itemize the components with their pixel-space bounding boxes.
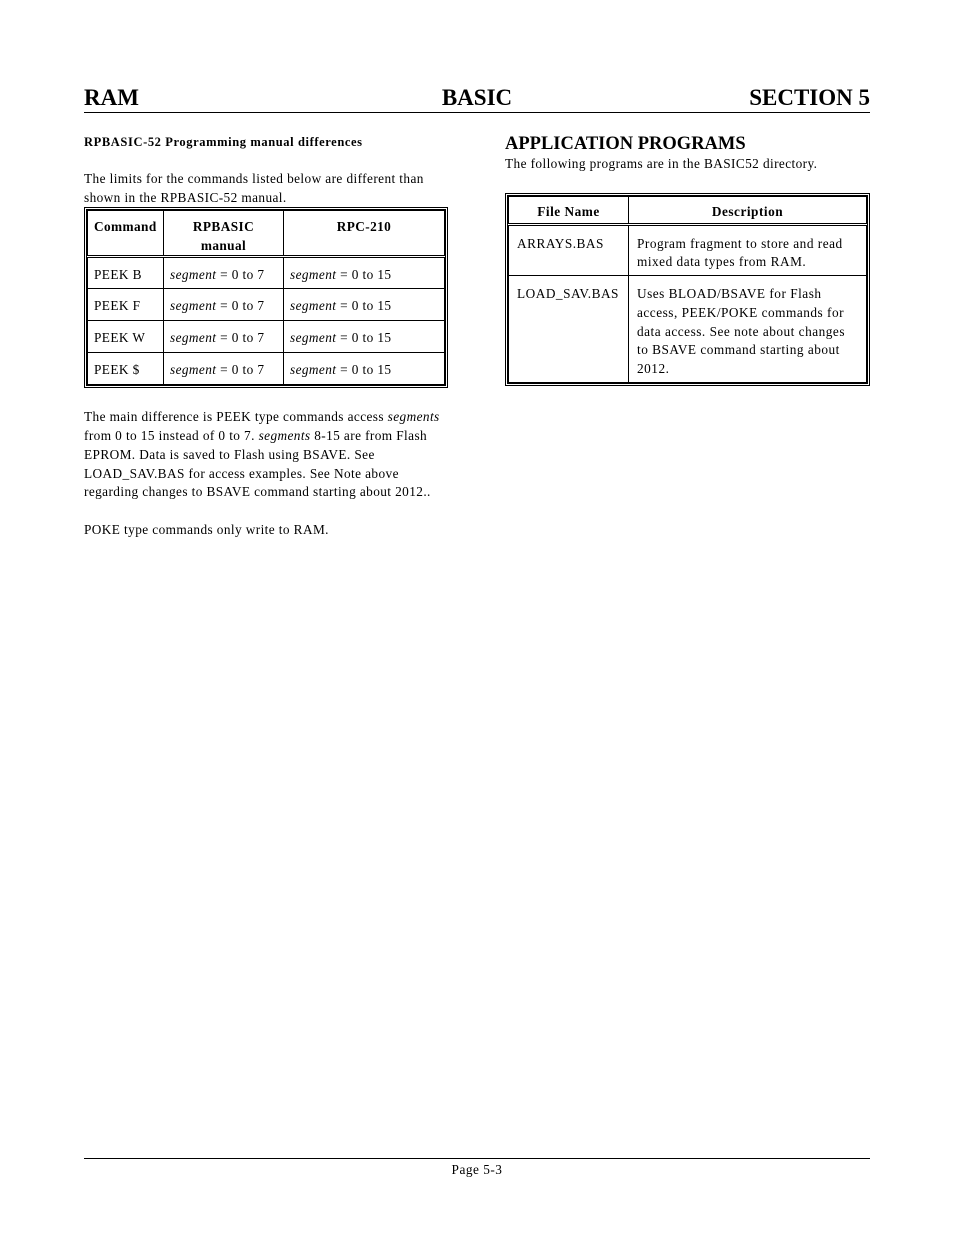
right-column	[505, 133, 870, 386]
limits-table-frame	[84, 207, 448, 388]
cell-command: PEEK $	[88, 353, 164, 385]
limits-intro: The limits for the commands listed below are different than shown in the RPBASIC-52 manual.	[84, 171, 424, 205]
subheading: RPBASIC-52 Programming manual differences	[84, 135, 363, 149]
text-run: 8-15 are from Flash EPROM. Data is saved to Flash using BSAVE. See LOAD_SAV.BAS for access examples. See Note above regarding changes to BSAVE command starting about 2012..	[84, 428, 431, 500]
text-run: The main difference is PEEK type commands access	[84, 409, 388, 425]
cell-rpbasic	[164, 321, 284, 353]
col-header-command: Command	[88, 211, 164, 257]
segment-word: segment	[290, 267, 337, 283]
cell-rpc210	[284, 289, 445, 321]
range-text: = 0 to 15	[340, 330, 392, 346]
header-center: BASIC	[441, 85, 513, 110]
programs-table-header-row	[509, 196, 867, 224]
table-row	[509, 276, 867, 383]
cell-description: Uses BLOAD/BSAVE for Flash access, PEEK/POKE commands for data access. See note about changes to BSAVE command starting about 2012.	[629, 276, 867, 383]
cell-command: PEEK B	[88, 257, 164, 289]
segment-word: segment	[170, 267, 217, 283]
segment-word: segment	[170, 298, 217, 314]
range-text: = 0 to 15	[340, 267, 392, 283]
range-text: = 0 to 7	[220, 362, 265, 378]
italic-segments: segments	[387, 409, 440, 425]
cell-command: PEEK W	[88, 321, 164, 353]
table-row	[88, 321, 445, 353]
page-number: Page 5-3	[451, 1162, 503, 1177]
cell-rpbasic	[164, 289, 284, 321]
segment-word: segment	[290, 362, 337, 378]
range-text: = 0 to 7	[220, 330, 265, 346]
col-header-rpc210: RPC-210	[284, 211, 445, 257]
programs-table	[508, 196, 867, 383]
cell-rpc210	[284, 353, 445, 385]
cell-rpbasic	[164, 353, 284, 385]
cell-rpc210	[284, 257, 445, 289]
header-right: SECTION 5	[749, 85, 870, 110]
table-row	[88, 257, 445, 289]
footer-divider	[84, 1158, 870, 1159]
cell-description: Program fragment to store and read mixed data types from RAM.	[629, 224, 867, 275]
poke-note: POKE type commands only write to RAM.	[84, 521, 329, 537]
segment-word: segment	[170, 330, 217, 346]
col-header-file-name: File Name	[509, 196, 629, 224]
table-row	[88, 289, 445, 321]
section-title: APPLICATION PROGRAMS	[505, 134, 746, 154]
cell-rpc210	[284, 321, 445, 353]
col-header-rpbasic: RPBASIC manual	[164, 211, 284, 257]
limits-table	[87, 210, 445, 385]
segment-word: segment	[290, 298, 337, 314]
cell-command: PEEK F	[88, 289, 164, 321]
programs-intro: The following programs are in the BASIC52 directory.	[505, 156, 818, 171]
header-left: RAM	[84, 85, 139, 110]
range-text: = 0 to 7	[220, 298, 265, 314]
range-text: = 0 to 15	[340, 298, 392, 314]
main-difference-paragraph	[84, 408, 448, 502]
page-header	[84, 84, 870, 113]
left-column	[84, 133, 448, 540]
table-row	[509, 224, 867, 275]
range-text: = 0 to 15	[340, 362, 392, 378]
table-row	[88, 353, 445, 385]
programs-table-frame	[505, 193, 870, 386]
segment-word: segment	[170, 362, 217, 378]
col-header-description: Description	[629, 196, 867, 224]
cell-file-name: ARRAYS.BAS	[509, 224, 629, 275]
text-run: from 0 to 15 instead of 0 to 7.	[84, 428, 259, 444]
cell-file-name: LOAD_SAV.BAS	[509, 276, 629, 383]
range-text: = 0 to 7	[220, 267, 265, 283]
segment-word: segment	[290, 330, 337, 346]
limits-table-header-row	[88, 211, 445, 257]
cell-rpbasic	[164, 257, 284, 289]
italic-segments: segments	[258, 428, 311, 444]
